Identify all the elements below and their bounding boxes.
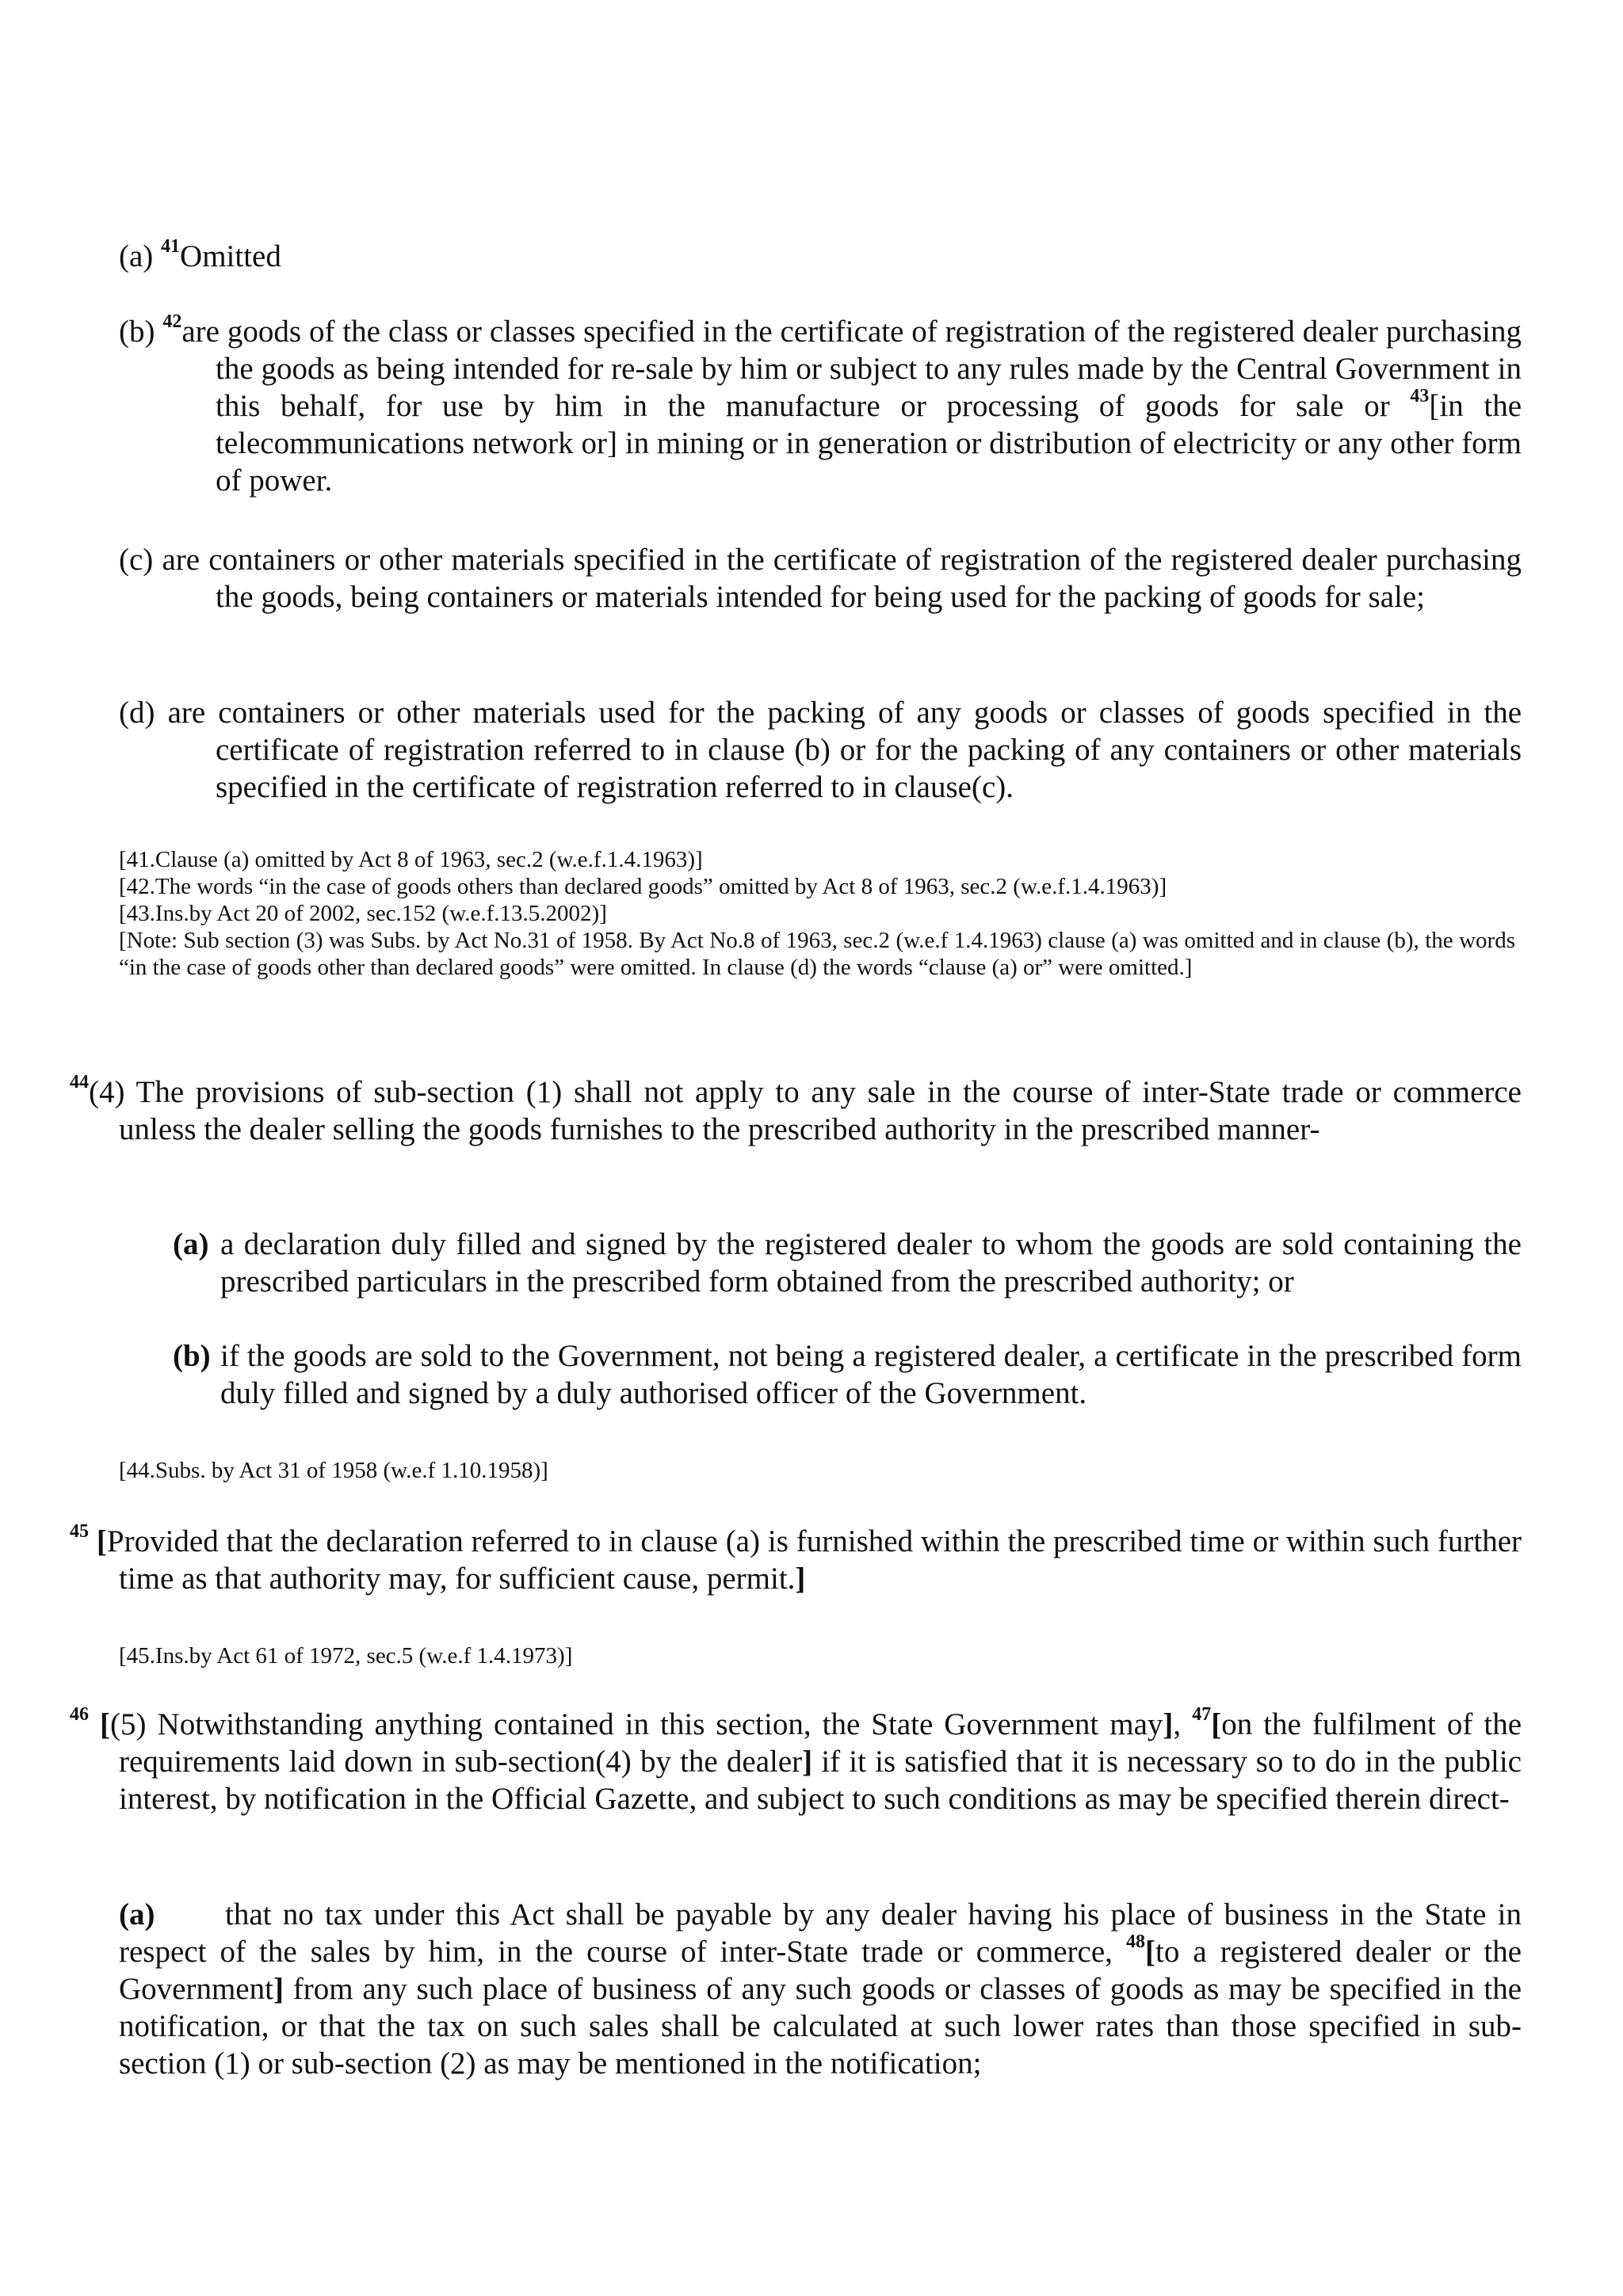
footnote-ref-43: 43 <box>1410 386 1430 406</box>
subsection-5-text-2: on the fulfilment of the requirements laid down in sub-section(4) by the dealer <box>119 1707 1522 1779</box>
subsection-4-a-label: (a) <box>173 1227 209 1261</box>
clause-d-text: are containers or other materials used for the packing of any goods or classes of goods specified in the certificate of registration referred to in clause (b) or for the packing of any containers or other materials specified in the certificate of registration referred to in clause(c). <box>167 696 1522 804</box>
footnote-ref-41: 41 <box>161 236 181 257</box>
subsection-5-close-bracket-2: ] <box>802 1745 813 1779</box>
subsection-4-a <box>173 1226 1522 1300</box>
subsection-5-text-1: (5) Notwithstanding anything contained in this section, the State Government may <box>110 1707 1163 1741</box>
subsection-5 <box>70 1706 1522 1817</box>
clause-c-label: (c) <box>119 543 154 577</box>
proviso-open-bracket: [ <box>96 1524 107 1558</box>
footnote-ref-44: 44 <box>70 1072 89 1093</box>
clause-b-text-2: [in the telecommunications network or] in mining or in generation or distribution of electricity or any other form of power. <box>216 389 1522 498</box>
footnote-ref-45: 45 <box>70 1521 89 1542</box>
clause-c-text: are containers or other materials specified in the certificate of registration of the registered dealer purchasing the goods, being containers or materials intended for being used for the packing of goods for sale; <box>162 543 1522 614</box>
subsection-4-b-text: if the goods are sold to the Government, not being a registered dealer, a certificate in the prescribed form duly filled and signed by a duly authorised officer of the Government. <box>220 1339 1522 1410</box>
amendment-notes <box>119 846 1515 981</box>
subsection-5-a-text-3: from any such place of business of any such goods or classes of goods as may be specified in the notification, or that the tax on such sales shall be calculated at such lower rates than those specified in sub-section (1) or sub-section (2) as may be mentioned in the notification; <box>119 1972 1522 2081</box>
footnote-ref-47: 47 <box>1192 1704 1212 1725</box>
note-general: [Note: Sub section (3) was Subs. by Act No.31 of 1958. By Act No.8 of 1963, sec.2 (w.e.f 1.4.1963) clause (a) was omitted and in clause (b), the words “in the case of goods other than declared goods” were omitted. In clause (d) the words “clause (a) or” were omitted.] <box>119 928 1515 980</box>
clause-d-label: (d) <box>119 696 155 730</box>
subsection-4-a-text: a declaration duly filled and signed by the registered dealer to whom the goods are sold containing the prescribed particulars in the prescribed form obtained from the prescribed authority; or <box>220 1227 1522 1299</box>
subsection-5-a <box>119 1896 1522 2082</box>
proviso-close-bracket: ] <box>795 1562 806 1596</box>
clause-d <box>119 694 1522 806</box>
clause-a <box>119 238 1522 275</box>
subsection-5-a-text-1: that no tax under this Act shall be payable by any dealer having his place of business in the State in respect of the sales by him, in the course of inter-State trade or commerce, <box>119 1897 1522 1969</box>
subsection-4 <box>70 1074 1522 1148</box>
subsection-5-close-bracket-1: ] <box>1163 1707 1174 1741</box>
subsection-5-comma: , <box>1173 1707 1182 1741</box>
subsection-5-a-close-bracket: ] <box>273 1972 284 2006</box>
clause-b-label: (b) <box>119 315 155 349</box>
footnote-ref-46: 46 <box>70 1704 89 1725</box>
footnote-ref-48: 48 <box>1125 1932 1145 1952</box>
note-41: [41.Clause (a) omitted by Act 8 of 1963, sec.2 (w.e.f.1.4.1963)] <box>119 847 703 872</box>
subsection-5-a-label: (a) <box>119 1897 155 1932</box>
clause-c <box>119 541 1522 616</box>
clause-b-text-1: are goods of the class or classes specified in the certificate of registration of the registered dealer purchasing the goods as being intended for re-sale by him or subject to any rules made by the Central Government in this behalf, for use by him in the manufacture or processing of goods for sale or <box>181 315 1522 423</box>
footnote-ref-42: 42 <box>162 311 182 332</box>
subsection-4-text: (4) The provisions of sub-section (1) shall not apply to any sale in the course of inter-State trade or commerce unless the dealer selling the goods furnishes to the prescribed authority in the prescribed manner- <box>89 1075 1522 1146</box>
clause-a-text: Omitted <box>180 239 281 273</box>
subsection-4-b-label: (b) <box>173 1339 211 1373</box>
subsection-5-open-bracket-1: [ <box>100 1707 111 1741</box>
subsection-4-b <box>173 1337 1522 1412</box>
note-43: [43.Ins.by Act 20 of 2002, sec.152 (w.e.f.13.5.2002)] <box>119 901 607 926</box>
subsection-5-a-text-2: to a registered dealer or the Government <box>119 1935 1522 2006</box>
subsection-5-a-open-bracket: [ <box>1144 1935 1155 1969</box>
note-45: [45.Ins.by Act 61 of 1972, sec.5 (w.e.f 1.4.1973)] <box>119 1643 573 1669</box>
clause-b <box>119 313 1522 499</box>
proviso <box>70 1523 1522 1597</box>
clause-a-label: (a) <box>119 239 154 273</box>
note-44: [44.Subs. by Act 31 of 1958 (w.e.f 1.10.1958)] <box>119 1458 548 1483</box>
subsection-5-open-bracket-2: [ <box>1211 1707 1222 1741</box>
proviso-text: Provided that the declaration referred to in clause (a) is furnished within the prescribed time or within such further time as that authority may, for sufficient cause, permit. <box>106 1524 1522 1596</box>
note-42: [42.The words “in the case of goods others than declared goods” omitted by Act 8 of 1963, sec.2 (w.e.f.1.4.1963)] <box>119 874 1167 899</box>
subsection-5-text-3: if it is satisfied that it is necessary so to do in the public interest, by notification in the Official Gazette, and subject to such conditions as may be specified therein direct- <box>119 1745 1522 1816</box>
